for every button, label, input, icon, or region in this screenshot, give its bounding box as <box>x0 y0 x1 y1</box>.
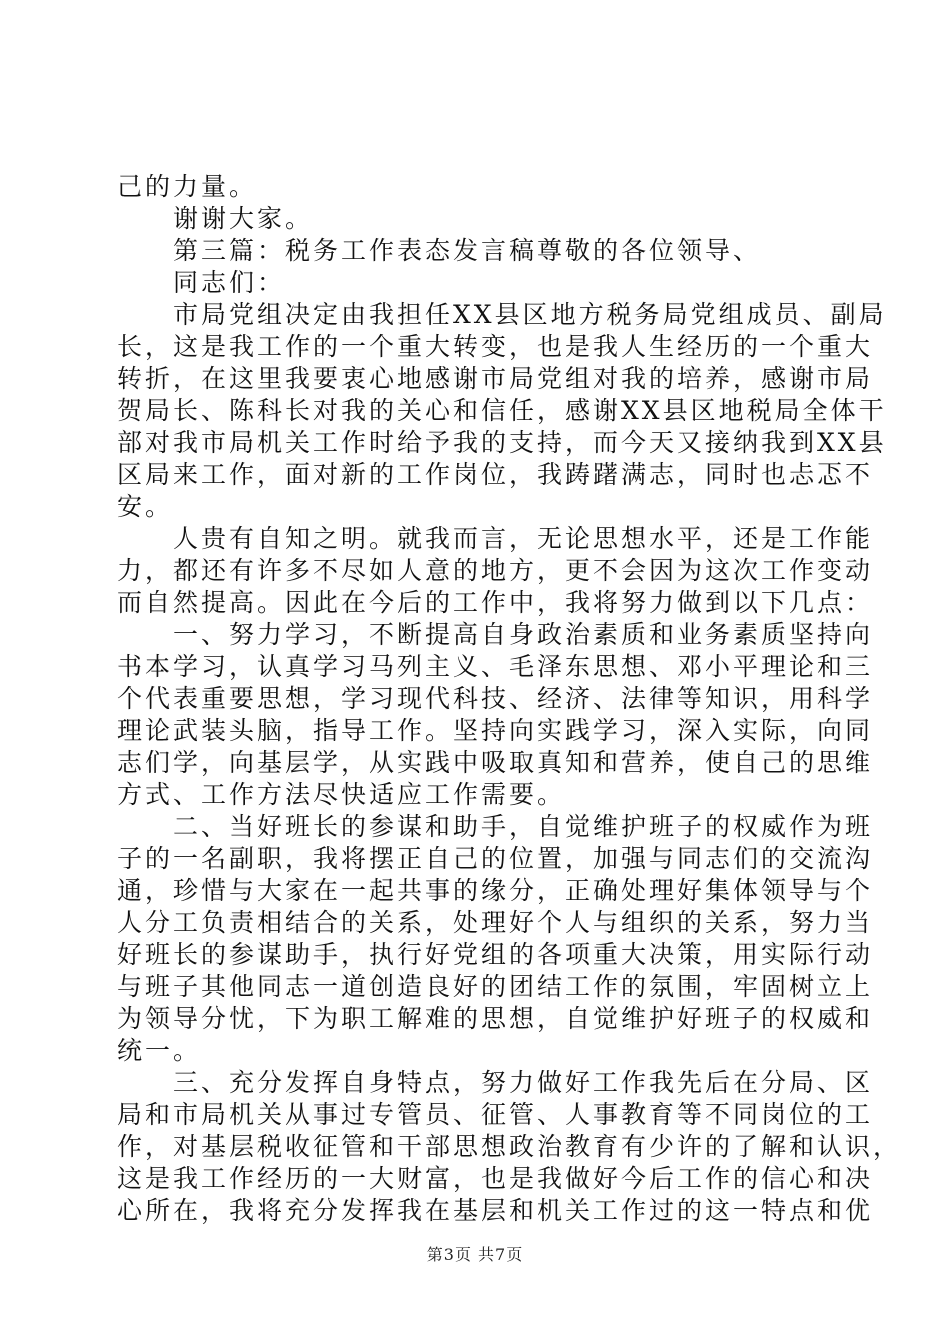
text-line: 作，对基层税收征管和干部思想政治教育有少许的了解和认识， <box>117 1132 902 1161</box>
text-line: 个代表重要思想，学习现代科技、经济、法律等知识，用科学 <box>117 684 874 713</box>
text-line: 第三篇：税务工作表态发言稿尊敬的各位领导、 <box>117 236 762 265</box>
text-line: 志们学，向基层学，从实践中吸取真知和营养，使自己的思维 <box>117 748 874 777</box>
text-line: 安。 <box>117 492 174 521</box>
text-line: 人贵有自知之明。就我而言，无论思想水平，还是工作能 <box>117 524 874 553</box>
text-line: 一、努力学习，不断提高自身政治素质和业务素质坚持向 <box>117 620 874 649</box>
text-line: 同志们： <box>117 268 286 297</box>
text-line: 二、当好班长的参谋和助手，自觉维护班子的权威作为班 <box>117 812 874 841</box>
text-line: 长，这是我工作的一个重大转变，也是我人生经历的一个重大 <box>117 332 874 361</box>
text-line: 为领导分忧，下为职工解难的思想，自觉维护好班子的权威和 <box>117 1004 874 1033</box>
text-line: 方式、工作方法尽快适应工作需要。 <box>117 780 566 809</box>
text-line: 贺局长、陈科长对我的关心和信任，感谢XX县区地税局全体干 <box>117 396 887 425</box>
document-body <box>117 171 902 1227</box>
text-line: 区局来工作，面对新的工作岗位，我踌躇满志，同时也忐忑不 <box>117 460 874 489</box>
text-line: 好班长的参谋助手，执行好党组的各项重大决策，用实际行动 <box>117 940 874 969</box>
text-line: 力，都还有许多不尽如人意的地方，更不会因为这次工作变动 <box>117 556 874 585</box>
text-line: 这是我工作经历的一大财富，也是我做好今后工作的信心和决 <box>117 1164 874 1193</box>
text-line: 而自然提高。因此在今后的工作中，我将努力做到以下几点： <box>117 588 874 617</box>
text-line: 转折，在这里我要衷心地感谢市局党组对我的培养，感谢市局 <box>117 364 874 393</box>
text-line: 己的力量。 <box>117 172 258 201</box>
text-line: 统一。 <box>117 1036 202 1065</box>
text-line: 通，珍惜与大家在一起共事的缘分，正确处理好集体领导与个 <box>117 876 874 905</box>
page-number-label: 第3页 共7页 <box>426 1245 524 1264</box>
text-line: 理论武装头脑，指导工作。坚持向实践学习，深入实际，向同 <box>117 716 874 745</box>
text-line: 谢谢大家。 <box>117 204 314 233</box>
text-line: 三、充分发挥自身特点，努力做好工作我先后在分局、区 <box>117 1068 874 1097</box>
text-line: 子的一名副职，我将摆正自己的位置，加强与同志们的交流沟 <box>117 844 874 873</box>
text-line: 心所在，我将充分发挥我在基层和机关工作过的这一特点和优 <box>117 1196 874 1225</box>
text-line: 市局党组决定由我担任XX县区地方税务局党组成员、副局 <box>117 300 887 329</box>
text-line: 局和市局机关从事过专管员、征管、人事教育等不同岗位的工 <box>117 1100 874 1129</box>
page-footer <box>0 1242 950 1265</box>
text-line: 书本学习，认真学习马列主义、毛泽东思想、邓小平理论和三 <box>117 652 874 681</box>
text-line: 人分工负责相结合的关系，处理好个人与组织的关系，努力当 <box>117 908 874 937</box>
text-line: 部对我市局机关工作时给予我的支持，而今天又接纳我到XX县 <box>117 428 887 457</box>
text-line: 与班子其他同志一道创造良好的团结工作的氛围，牢固树立上 <box>117 972 874 1001</box>
